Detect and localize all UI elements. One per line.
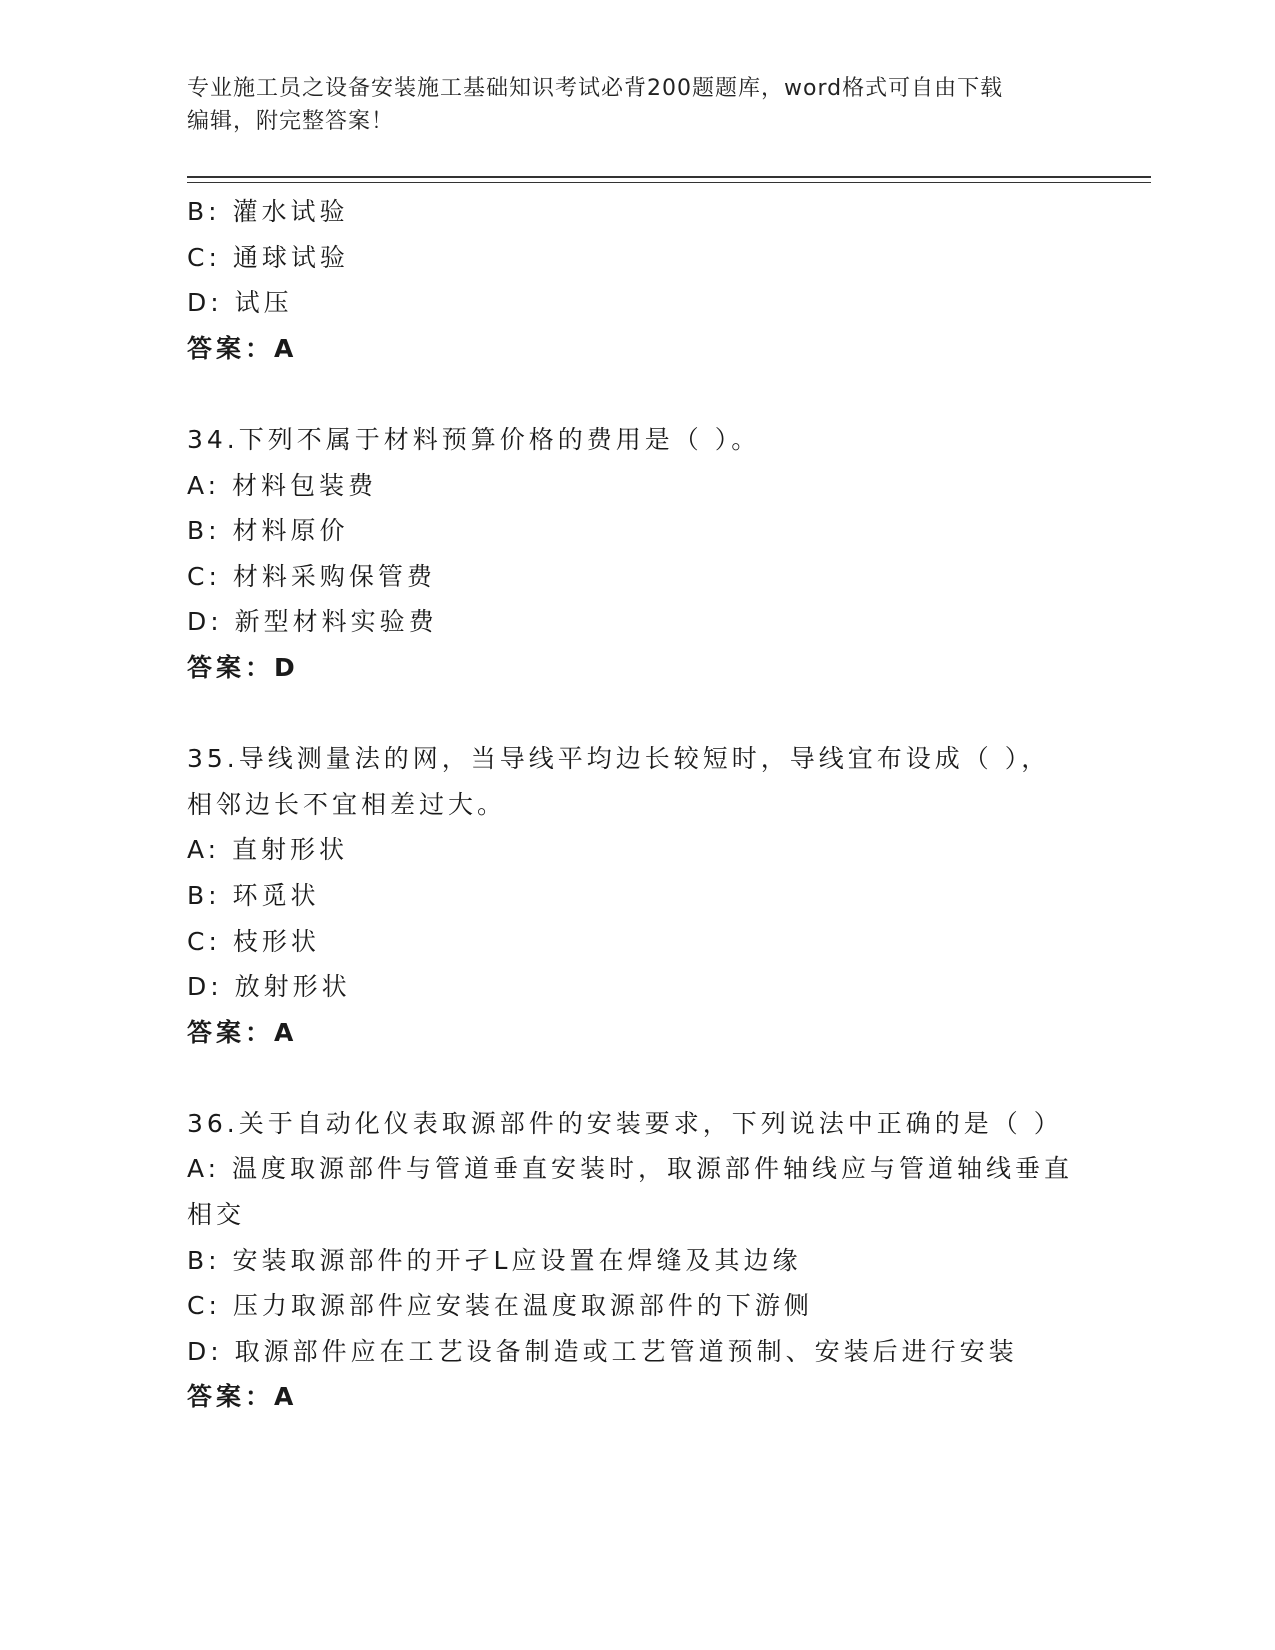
option-c: C: 枝形状 (187, 926, 320, 956)
question-list (187, 189, 1087, 1420)
option-d: D: 新型材料实验费 (187, 607, 438, 637)
question-stem: 34.下列不属于材料预算价格的费用是（ ）。 (187, 424, 761, 454)
question-35-block (187, 736, 1087, 1055)
option-b: B: 环觅状 (187, 880, 320, 910)
option-a-line-1: A: 温度取源部件与管道垂直安装时，取源部件轴线应与管道轴线垂直 (187, 1154, 1074, 1184)
answer-line: 答案：A (187, 333, 298, 363)
option-b: B: 安装取源部件的开孑L应设置在焊缝及其边缘 (187, 1245, 802, 1275)
option-a: A: 直射形状 (187, 835, 349, 865)
option-b: B: 灌水试验 (187, 197, 349, 226)
question-33-block (187, 189, 1087, 371)
spacer (187, 691, 1087, 737)
option-a-line-2: 相交 (187, 1200, 246, 1230)
option-c: C: 材料采购保管费 (187, 561, 436, 591)
answer-line: 答案：A (187, 1017, 298, 1047)
header-divider-thick (187, 176, 1151, 178)
spacer (187, 371, 1087, 417)
question-36-block (187, 1101, 1087, 1420)
option-c: C: 通球试验 (187, 242, 349, 272)
spacer (187, 1055, 1087, 1101)
question-stem-line-1: 35.导线测量法的网，当导线平均边长较短时，导线宜布设成（ ）， (187, 744, 1051, 774)
question-34-block (187, 417, 1087, 691)
option-d: D: 取源部件应在工艺设备制造或工艺管道预制、安装后进行安装 (187, 1336, 1018, 1366)
question-stem: 36.关于自动化仪表取源部件的安装要求，下列说法中正确的是（ ） (187, 1108, 1063, 1138)
option-d: D: 放射形状 (187, 972, 351, 1002)
answer-line: 答案：A (187, 1382, 298, 1412)
option-d: D: 试压 (187, 288, 293, 318)
header-title-line-1: 专业施工员之设备安装施工基础知识考试必背200题题库，word格式可自由下载 (187, 76, 1004, 101)
question-stem-line-2: 相邻边长不宜相差过大。 (187, 789, 507, 819)
header-title-line-2: 编辑，附完整答案！ (187, 109, 395, 134)
option-a: A: 材料包装费 (187, 470, 378, 500)
option-c: C: 压力取源部件应安装在温度取源部件的下游侧 (187, 1291, 813, 1321)
document-header (187, 72, 1067, 138)
option-b: B: 材料原价 (187, 516, 349, 546)
answer-line: 答案：D (187, 652, 299, 682)
header-divider-thin (187, 182, 1151, 183)
